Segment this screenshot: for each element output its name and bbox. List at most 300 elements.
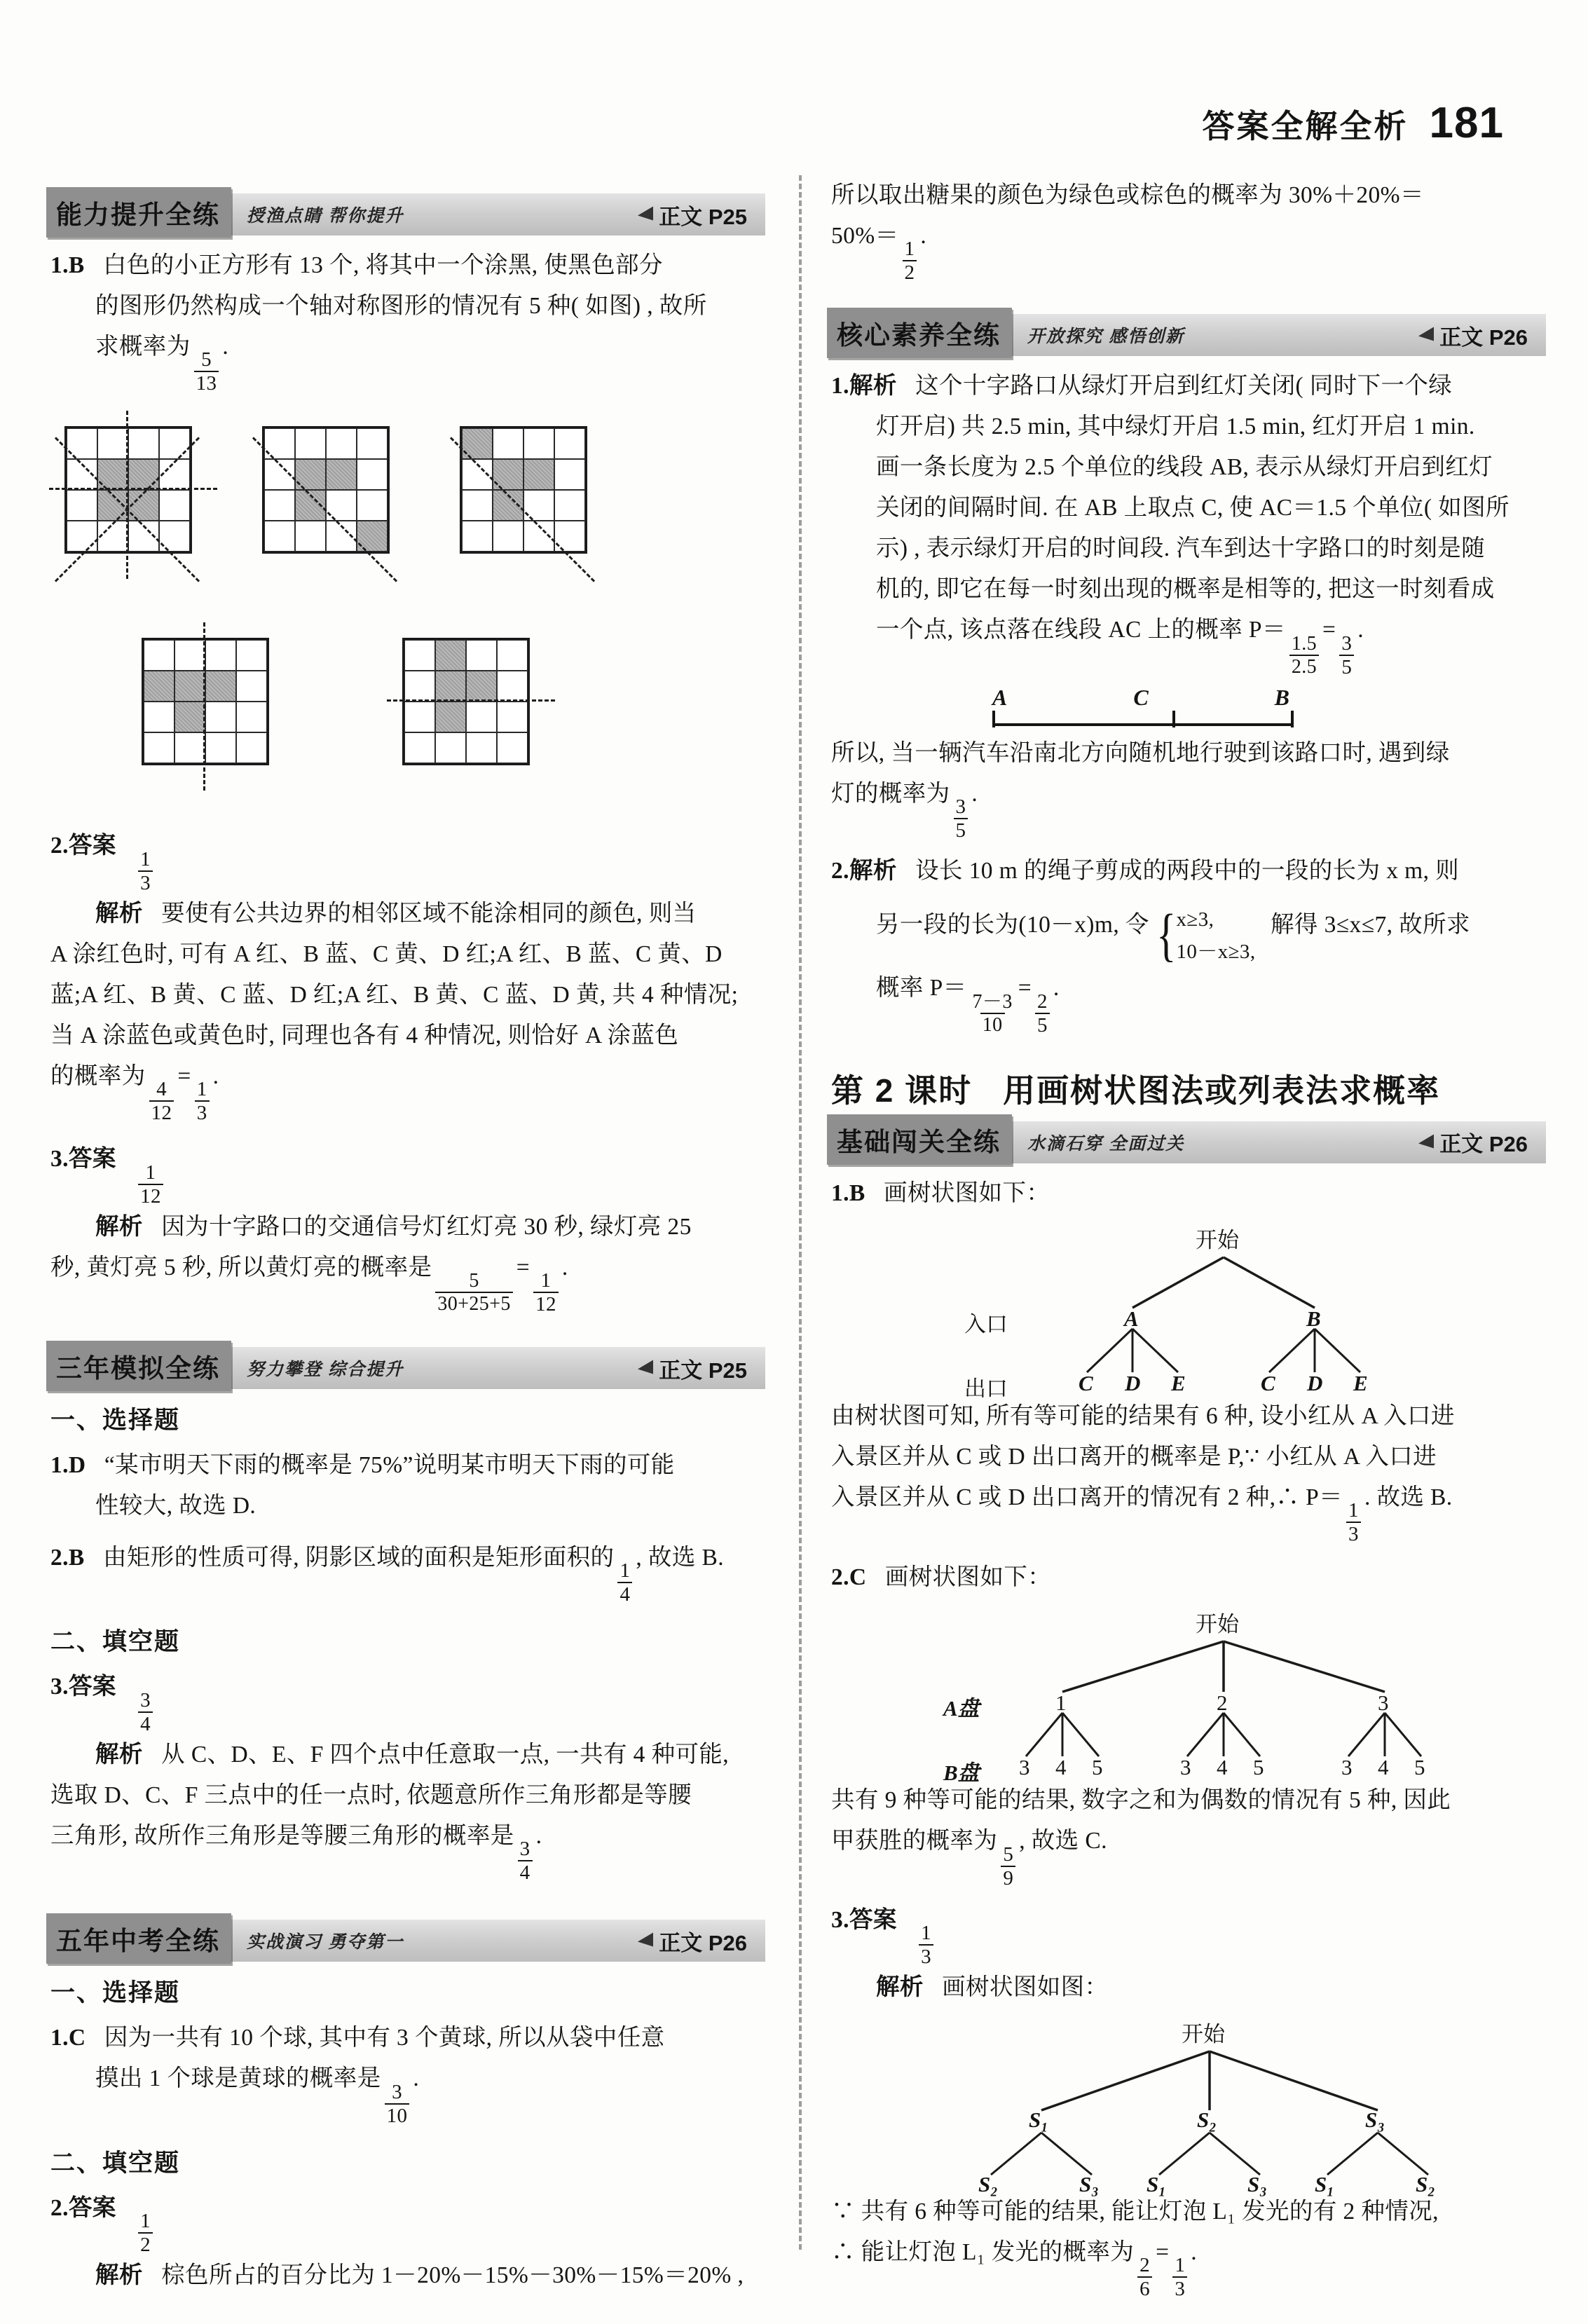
banner-reference <box>638 199 747 231</box>
tree-root-label: 开始 <box>1196 1612 1239 1637</box>
left-q1-line1 <box>50 245 765 286</box>
fraction <box>149 1079 174 1123</box>
tree-diagram-2 <box>831 1602 1546 1786</box>
left-q2-analysis-line4: 当 A 涂蓝色或黄色时, 同理也各有 4 种情况, 则恰好 A 涂蓝色 <box>50 1022 679 1048</box>
triangle-pointer-icon <box>1418 1134 1434 1150</box>
core-q1-line6: 机的, 即它在每一时刻出现的概率是相等的, 把这一时刻看成 <box>876 576 1495 603</box>
grid-figure-3 <box>460 426 587 554</box>
fraction-denominator: 5 <box>1339 655 1354 678</box>
grid <box>402 638 530 765</box>
lesson-title-bar <box>831 1065 1546 1112</box>
question-number: 1.D <box>50 1452 86 1479</box>
basic-q3-line2 <box>831 2232 1546 2299</box>
tree-leaf-5: S₁ <box>1315 2172 1335 2197</box>
symmetry-grid-figures-row1 <box>64 426 765 554</box>
text: . <box>561 1254 568 1280</box>
tree-leaf-4: C <box>1261 1370 1275 1395</box>
grid-figure-5 <box>402 638 530 765</box>
banner-basic-training <box>831 1121 1546 1163</box>
banner-reference <box>638 1353 747 1384</box>
fraction-numerator: 7－3 <box>972 990 1013 1013</box>
fraction-numerator: 5 <box>1003 1843 1014 1866</box>
fraction <box>1172 2255 1187 2299</box>
equals-sign: = <box>1018 975 1032 1002</box>
fraction-numerator: 5 <box>469 1270 479 1292</box>
fraction <box>1137 2255 1152 2299</box>
banner-five-year-exam <box>50 1920 765 1962</box>
left-q3 <box>50 1139 765 1315</box>
threeyear-q1-line1 <box>50 1445 765 1486</box>
fraction-numerator: 1 <box>904 238 915 261</box>
left-column <box>50 175 785 2296</box>
right-column <box>824 175 1546 2301</box>
segment-point-b: B <box>1274 684 1289 710</box>
banner-reference-text: 正文 P26 <box>1439 324 1528 350</box>
fraction <box>617 1561 632 1605</box>
threeyear-q1-line2: 性较大, 故选 D. <box>95 1493 256 1519</box>
tree-root-label: 开始 <box>1182 2022 1225 2047</box>
core-q2-line1 <box>831 851 1546 891</box>
tree-diagram-3 <box>831 2012 1546 2197</box>
basic-q1-lead <box>831 1173 1546 1214</box>
fraction-numerator: 1 <box>140 847 151 870</box>
fraction-numerator: 1 <box>196 1078 207 1101</box>
question-number: 3. <box>831 1906 849 1933</box>
tree-diagram-2-svg <box>831 1602 1532 1777</box>
analysis-label: 解析 <box>95 1741 143 1768</box>
fraction-numerator: 1.5 <box>1291 632 1317 655</box>
left-q2-analysis-line5 <box>50 1056 765 1123</box>
tree-leaf-6: E <box>1353 1370 1368 1395</box>
basic-q3-lead <box>831 1967 1546 2008</box>
text: . <box>413 2065 420 2092</box>
fraction <box>1001 1845 1015 1889</box>
lesson-title: 用画树状图法或列表法求概率 <box>1003 1072 1441 1109</box>
banner-subtitle: 实战演习 勇夺第一 <box>247 1933 404 1953</box>
running-head-title: 答案全解全析 <box>1202 108 1409 144</box>
text: 白色的小正方形有 13 个, 将其中一个涂黑, 使黑色部分 <box>103 252 663 278</box>
system-row-1: x≥3, <box>1176 908 1214 931</box>
fraction <box>385 2082 410 2126</box>
equals-sign: = <box>177 1062 191 1089</box>
fraction-denominator: 12 <box>138 1184 163 1207</box>
banner-subtitle: 开放探究 感悟创新 <box>1027 327 1185 347</box>
left-q2-answer <box>50 826 765 893</box>
column-divider <box>799 175 802 2250</box>
fraction-numerator: 3 <box>955 795 966 819</box>
tree-node-1: 1 <box>1055 1690 1067 1716</box>
basic-q3-answer <box>831 1900 1546 1967</box>
question-number: 2.B <box>50 1545 85 1571</box>
answer-label: 答案 <box>849 1906 897 1933</box>
lesson-number: 第 2 课时 <box>831 1072 973 1109</box>
core-q1-line2: 灯开启) 共 2.5 min, 其中绿灯开启 1.5 min, 红灯开启 1 min. <box>876 413 1475 440</box>
text: 另一段的长为(10－x)m, 令 <box>876 912 1149 938</box>
answer-label: 答案 <box>68 1146 116 1173</box>
basic-q2-lead <box>831 1557 1546 1598</box>
basic-q1-line1: 由树状图可知, 所有等可能的结果有 6 种, 设小红从 A 入口进 <box>831 1402 1455 1429</box>
running-head <box>1203 98 1504 148</box>
banner-reference-text: 正文 P26 <box>659 1930 747 1955</box>
banner-reference <box>638 1925 747 1957</box>
fraction <box>903 239 917 283</box>
answer-label: 答案 <box>68 1674 116 1700</box>
right-top-line1: 所以取出糖果的颜色为绿色或棕色的概率为 30%＋20%＝ <box>831 182 1424 208</box>
triangle-pointer-icon <box>638 206 653 222</box>
equals-sign: = <box>516 1254 531 1280</box>
text: “某市明天下雨的概率是 75%”说明某市明天下雨的可能 <box>104 1452 675 1479</box>
left-q2-analysis-line2: A 涂红色时, 可有 A 红、B 蓝、C 黄、D 红;A 红、B 蓝、C 黄、D <box>50 941 723 967</box>
question-number: 3. <box>50 1674 69 1700</box>
text: . <box>1191 2239 1198 2266</box>
text: 画树状图如下： <box>884 1180 1050 1206</box>
fraction <box>954 797 968 841</box>
tree-node-A: A <box>1124 1306 1139 1331</box>
text: 因为一共有 10 个球, 其中有 3 个黄球, 所以从袋中任意 <box>104 2025 665 2051</box>
tree-leaf-2: S₃ <box>1079 2172 1100 2197</box>
analysis-label: 解析 <box>849 858 897 884</box>
fraction-denominator: 5 <box>1035 1013 1050 1036</box>
text: 概率 P＝ <box>876 975 967 1002</box>
core-q2-line2 <box>831 891 1546 968</box>
fraction <box>533 1271 559 1315</box>
tree-root-label: 开始 <box>1196 1227 1239 1252</box>
text: 秒, 黄灯亮 5 秒, 所以黄灯亮的概率是 <box>50 1254 432 1280</box>
segment-labels <box>992 685 1294 711</box>
fraction <box>138 849 153 894</box>
fraction-numerator: 3 <box>140 1688 151 1711</box>
fraction <box>1035 992 1050 1036</box>
question-number: 1.B <box>50 252 85 278</box>
fraction-denominator: 3 <box>919 1944 933 1967</box>
tree-leaf-5: 4 <box>1217 1755 1228 1780</box>
tree-node-3: 3 <box>1378 1690 1389 1716</box>
banner-reference-text: 正文 P25 <box>659 204 747 229</box>
basic-q2-line1: 共有 9 种等可能的结果, 数字之和为偶数的情况有 5 种, 因此 <box>831 1787 1451 1814</box>
triangle-pointer-icon <box>638 1360 653 1376</box>
left-q3-analysis-line1 <box>50 1207 765 1248</box>
system-row-2: 10－x≥3, <box>1176 941 1256 964</box>
fraction-denominator: 2 <box>903 260 917 283</box>
segment-tick-a <box>992 711 995 727</box>
segment-line <box>992 723 1294 726</box>
text: 甲获胜的概率为 <box>831 1828 998 1854</box>
fraction <box>1346 1501 1361 1545</box>
fraction-numerator: 3 <box>392 2080 402 2103</box>
tree-row1-label: A盘 <box>943 1696 980 1721</box>
text: 画树状图如下： <box>884 1564 1052 1591</box>
fraction-numerator: 2 <box>1037 990 1048 1013</box>
heading-fill-in-blank: 二、填空题 <box>50 1628 181 1656</box>
fraction-numerator: 2 <box>1139 2254 1151 2277</box>
tree-row1-label: 入口 <box>964 1311 1008 1337</box>
text: . <box>920 223 927 249</box>
fraction-denominator: 3 <box>138 870 153 894</box>
grid-figure-2 <box>262 426 390 554</box>
basic-q1-line3 <box>831 1477 1546 1545</box>
fraction-numerator: 5 <box>201 348 212 371</box>
tree-node-B: B <box>1306 1306 1321 1331</box>
fraction-numerator: 4 <box>156 1078 167 1101</box>
analysis-label: 解析 <box>95 1213 143 1240</box>
answer-label: 答案 <box>68 833 116 859</box>
tree-leaf-6: 5 <box>1253 1755 1264 1780</box>
segment-figure-ACB <box>831 685 1546 729</box>
fraction-numerator: 1 <box>1348 1499 1359 1522</box>
tree-leaf-3: E <box>1171 1370 1186 1395</box>
heading-multiple-choice: 一、选择题 <box>50 1979 181 2007</box>
question-number: 2.C <box>831 1564 867 1591</box>
banner-subtitle: 水滴石穿 全面过关 <box>1027 1134 1185 1154</box>
tree-row2-label: B盘 <box>943 1761 980 1786</box>
banner-tag: 三年模拟全练 <box>46 1341 231 1391</box>
text: 三角形, 故所作三角形是等腰三角形的概率是 <box>50 1822 514 1849</box>
left-q3-analysis-line2 <box>50 1248 765 1315</box>
tree-diagram-1 <box>831 1218 1546 1401</box>
fraction <box>194 350 219 394</box>
fiveyear-q1-line2 <box>50 2058 765 2126</box>
segment-bar <box>992 711 1294 729</box>
fraction-denominator: 4 <box>518 1860 533 1883</box>
threeyear-q2-line1 <box>50 1538 765 1605</box>
core-q1-line8: 所以, 当一辆汽车沿南北方向随机地行驶到该路口时, 遇到绿 <box>831 739 1450 766</box>
fraction <box>971 992 1015 1035</box>
banner-ability-training <box>50 193 765 235</box>
fraction <box>919 1923 933 1967</box>
banner-reference-text: 正文 P25 <box>659 1358 747 1383</box>
fraction-denominator: 3 <box>195 1100 210 1123</box>
text: 入景区并从 C 或 D 出口离开的情况有 2 种,∴ P＝ <box>831 1484 1343 1510</box>
grid-figure-4 <box>142 638 269 765</box>
segment-point-c: C <box>1133 684 1149 710</box>
heading-fill-in-blank: 二、填空题 <box>50 2149 181 2177</box>
fraction-denominator: 10 <box>980 1013 1005 1035</box>
left-q3-answer <box>50 1139 765 1206</box>
question-number: 2. <box>831 858 849 884</box>
two-column-body <box>50 175 1546 2301</box>
question-number: 2. <box>50 2194 69 2221</box>
fraction-numerator: 1 <box>140 2210 151 2233</box>
equals-sign: = <box>1156 2239 1170 2266</box>
banner-reference-text: 正文 P26 <box>1439 1132 1528 1157</box>
fraction-denominator: 2 <box>138 2232 153 2255</box>
text: , 故选 C. <box>1019 1828 1107 1854</box>
text: . <box>212 1062 219 1089</box>
tree-leaf-2: 4 <box>1055 1755 1067 1780</box>
page-number: 181 <box>1429 99 1504 147</box>
segment-point-a: A <box>992 684 1008 710</box>
fraction-denominator: 9 <box>1001 1866 1015 1889</box>
banner-three-year-simulation <box>50 1347 765 1389</box>
fraction <box>435 1271 512 1314</box>
left-brace-icon: { <box>1156 903 1177 969</box>
triangle-pointer-icon <box>1418 327 1434 343</box>
fiveyear-q2-analysis-line1 <box>50 2255 765 2296</box>
banner-tag: 基础闯关全练 <box>827 1114 1012 1165</box>
fiveyear-q2-answer <box>50 2188 765 2255</box>
fraction-numerator: 1 <box>145 1161 156 1184</box>
fraction-denominator: 30+25+5 <box>435 1292 512 1314</box>
tree-diagram-1-svg <box>831 1218 1532 1393</box>
question-number: 2. <box>50 833 69 859</box>
text: . 故选 B. <box>1364 1484 1453 1510</box>
tree-leaf-9: 5 <box>1414 1755 1425 1780</box>
grid <box>142 638 269 765</box>
left-q1 <box>50 245 765 394</box>
fraction <box>138 2211 153 2255</box>
fraction-numerator: 1 <box>921 1922 931 1945</box>
right-top-line2 <box>831 216 1546 283</box>
left-q1-line3 <box>50 327 765 394</box>
fraction-denominator: 4 <box>138 1711 153 1735</box>
left-q2-analysis-line1 <box>50 894 765 934</box>
text: 解得 3≤x≤7, 故所求 <box>1271 912 1470 938</box>
analysis-label: 解析 <box>95 900 143 927</box>
text: 一个点, 该点落在线段 AC 上的概率 P＝ <box>876 617 1286 643</box>
grid <box>460 426 587 554</box>
tree-node-2: 2 <box>1217 1690 1228 1716</box>
text: 灯的概率为 <box>831 780 950 807</box>
text: 这个十字路口从绿灯开启到红灯关闭( 同时下一个绿 <box>915 373 1453 399</box>
fraction <box>138 1690 153 1735</box>
text: 由矩形的性质可得, 阴影区域的面积是矩形面积的 <box>103 1545 615 1571</box>
tree-leaf-5: D <box>1307 1370 1323 1395</box>
tree-leaf-6: S₂ <box>1416 2172 1436 2197</box>
banner-tag: 能力提升全练 <box>46 187 231 238</box>
tree-leaf-1: S₂ <box>978 2172 999 2197</box>
grid <box>64 426 192 554</box>
banner-reference <box>1418 320 1528 351</box>
tree-leaf-8: 4 <box>1378 1755 1389 1780</box>
banner-subtitle: 授渔点睛 帮你提升 <box>247 207 404 226</box>
question-number: 3. <box>50 1146 69 1173</box>
fraction <box>1339 631 1354 678</box>
heading-multiple-choice: 一、选择题 <box>50 1407 181 1435</box>
analysis-label: 解析 <box>95 2262 143 2289</box>
text: 求概率为 <box>95 334 191 360</box>
fraction-denominator: 3 <box>1172 2276 1187 2299</box>
fraction <box>138 1163 163 1207</box>
fraction-denominator: 12 <box>149 1100 174 1123</box>
question-number: 1.B <box>831 1180 865 1206</box>
core-q1-line1 <box>831 366 1546 406</box>
basic-q1-line2: 入景区并从 C 或 D 出口离开的概率是 P,∵ 小红从 A 入口进 <box>831 1443 1437 1470</box>
triangle-pointer-icon <box>638 1933 653 1949</box>
banner-tag: 五年中考全练 <box>46 1913 231 1964</box>
fraction-denominator: 2.5 <box>1289 655 1319 677</box>
banner-subtitle: 努力攀登 综合提升 <box>247 1360 404 1380</box>
threeyear-q3-analysis-line2: 选取 D、C、F 三点中的任一点时, 依题意所作三角形都是等腰 <box>50 1782 692 1808</box>
grid-figure-1 <box>64 426 192 554</box>
threeyear-q3-analysis-line3 <box>50 1816 765 1883</box>
tree-node-S1: S₁ <box>1029 2107 1049 2133</box>
core-q1-line5: 示) , 表示绿灯开启的时间段. 汽车到达十字路口的时刻是随 <box>876 535 1486 562</box>
threeyear-q3-answer <box>50 1667 765 1734</box>
fraction-denominator: 4 <box>617 1582 632 1605</box>
tree-leaf-3: S₁ <box>1146 2172 1167 2197</box>
tree-leaf-2: D <box>1125 1370 1141 1395</box>
core-q2-line3 <box>831 968 1546 1035</box>
text: 画树状图如图： <box>942 1974 1109 2001</box>
equals-sign: = <box>1322 617 1336 643</box>
text: , 故选 B. <box>636 1545 725 1571</box>
tree-leaf-7: 3 <box>1341 1755 1353 1780</box>
symmetry-grid-figures-row2 <box>142 638 765 765</box>
core-q1-line9 <box>831 774 1546 841</box>
fraction-numerator: 1 <box>620 1559 631 1583</box>
banner-tag: 核心素养全练 <box>827 308 1012 358</box>
text: 要使有公共边界的相邻区域不能涂相同的颜色, 则当 <box>161 900 697 927</box>
tree-leaf-1: C <box>1079 1370 1093 1395</box>
analysis-label: 解析 <box>876 1974 924 2001</box>
core-q1-line7 <box>831 610 1546 677</box>
text: 棕色所占的百分比为 1－20%－15%－30%－15%＝20% , <box>161 2262 744 2289</box>
text: 摸出 1 个球是黄球的概率是 <box>95 2065 381 2092</box>
text: 设长 10 m 的绳子剪成的两段中的一段的长为 x m, 则 <box>915 858 1460 884</box>
tree-row2-label: 出口 <box>964 1376 1008 1401</box>
text: 的概率为 <box>50 1062 146 1089</box>
text: 从 C、D、E、F 四个点中任意取一点, 一共有 4 种可能, <box>161 1741 730 1768</box>
banner-core-literacy <box>831 314 1546 356</box>
fraction-numerator: 1 <box>1175 2254 1186 2277</box>
inequality-system <box>1152 903 1256 968</box>
grid <box>262 426 390 554</box>
text: 因为十字路口的交通信号灯红灯亮 30 秒, 绿灯亮 25 <box>161 1213 692 1240</box>
core-q1-line3: 画一条长度为 2.5 个单位的线段 AB, 表示从绿灯开启到红灯 <box>876 454 1493 481</box>
left-q2 <box>50 826 765 1123</box>
fraction-numerator: 3 <box>1341 631 1353 655</box>
question-number: 1. <box>831 373 849 399</box>
left-q1-line2: 的图形仍然构成一个轴对称图形的情况有 5 种( 如图) , 故所 <box>95 293 707 319</box>
analysis-label: 解析 <box>849 373 897 399</box>
core-q1-line4: 关闭的间隔时间. 在 AB 上取点 C, 使 AC＝1.5 个单位( 如图所 <box>876 495 1510 521</box>
text: . <box>1053 975 1060 1002</box>
fraction-denominator: 6 <box>1137 2276 1152 2299</box>
fraction-denominator: 10 <box>385 2103 410 2126</box>
text: 50%＝ <box>831 223 899 249</box>
tree-leaf-3: 5 <box>1092 1755 1103 1780</box>
fraction-numerator: 3 <box>519 1838 531 1861</box>
text: . <box>222 334 229 360</box>
fraction <box>1289 634 1319 677</box>
fraction-denominator: 12 <box>533 1292 559 1315</box>
tree-leaf-4: S₃ <box>1247 2172 1268 2197</box>
fiveyear-q1-line1 <box>50 2018 765 2058</box>
banner-reference <box>1418 1126 1528 1158</box>
tree-node-S3: S₃ <box>1365 2107 1385 2133</box>
segment-tick-b <box>1291 711 1294 727</box>
tree-leaf-4: 3 <box>1180 1755 1191 1780</box>
text: . <box>1357 617 1364 643</box>
basic-q2-line2 <box>831 1821 1546 1888</box>
fraction-denominator: 3 <box>1346 1522 1361 1545</box>
fraction-denominator: 5 <box>954 818 968 841</box>
fraction <box>518 1839 533 1883</box>
tree-node-S2: S₂ <box>1197 2107 1217 2133</box>
text: ∴ 能让灯泡 L₁ 发光的概率为 <box>831 2239 1135 2266</box>
question-number: 1.C <box>50 2025 86 2051</box>
segment-tick-c <box>1172 711 1175 727</box>
fraction-numerator: 1 <box>540 1269 552 1292</box>
fraction <box>195 1079 210 1123</box>
text: . <box>535 1822 542 1849</box>
left-q2-analysis-line3: 蓝;A 红、B 黄、C 蓝、D 红;A 红、B 黄、C 蓝、D 黄, 共 4 种情况; <box>50 981 739 1008</box>
tree-leaf-1: 3 <box>1019 1755 1030 1780</box>
threeyear-q3-analysis-line1 <box>50 1735 765 1775</box>
fraction-denominator: 13 <box>194 371 219 394</box>
answer-label: 答案 <box>68 2194 116 2221</box>
basic-q3-line1: ∵ 共有 6 种等可能的结果, 能让灯泡 L₁ 发光的有 2 种情况, <box>831 2199 1439 2225</box>
